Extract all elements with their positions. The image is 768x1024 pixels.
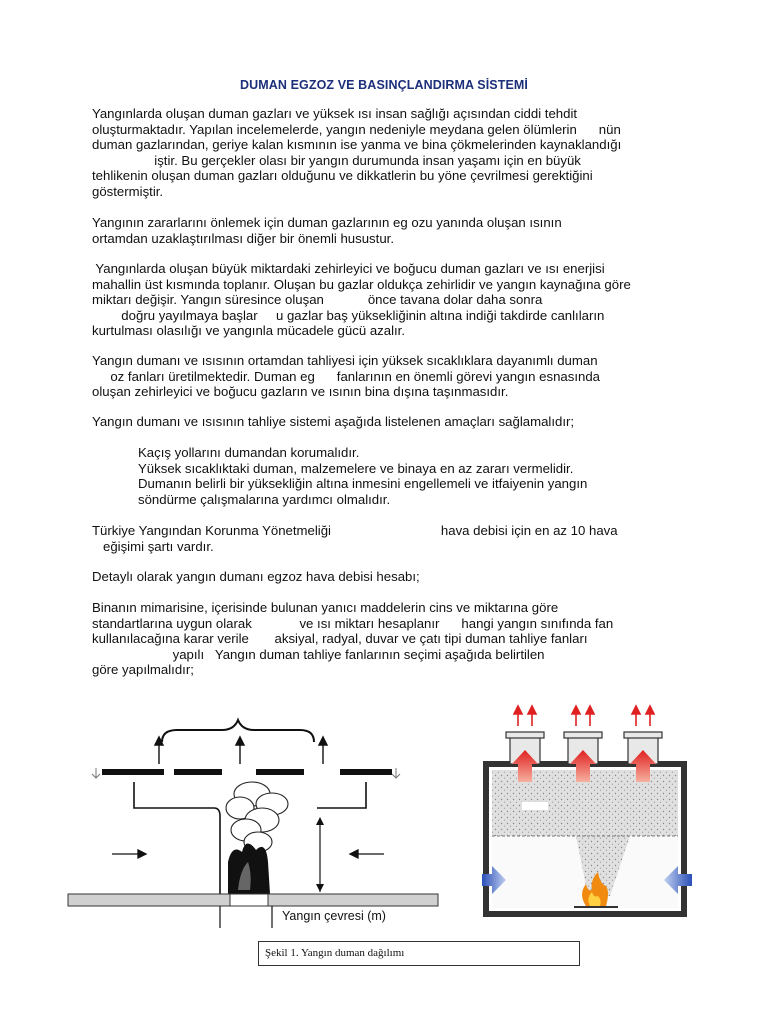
brace-shape — [162, 720, 314, 742]
ceiling-marker — [392, 768, 400, 778]
objectives-list — [138, 445, 676, 507]
paragraph-line: Yangın dumanı ve ısısının ortamdan tahliyesi için yüksek sıcaklıklara dayanımlı duman — [92, 353, 598, 368]
paragraph-line: kurtulması olasılığı ve yangınla mücadele gücü azalır. — [92, 323, 406, 339]
smoke-exhaust-diagram — [482, 696, 692, 918]
list-item: Kaçış yollarını dumandan korumalıdır. — [138, 445, 360, 460]
paragraph-line: duman gazlarından, geriye kalan kısmının ise yanma ve bina çökmelerinden kaynaklandığı — [92, 137, 622, 153]
paragraph-4 — [92, 353, 676, 400]
up-arrows — [155, 737, 327, 764]
paragraph-line: Yangınlarda oluşan büyük miktardaki zehirleyici ve boğucu duman gazları ve ısı enerjisi — [92, 261, 605, 276]
paragraph-line: oluşan zehirleyici ve boğucu gazların ve ısının bina dışına taşınmasıdır. — [92, 384, 509, 400]
paragraph-line: Detaylı olarak yangın dumanı egzoz hava debisi hesabı; — [92, 569, 420, 584]
paragraph-2 — [92, 215, 676, 246]
paragraph-line: oz fanları üretilmektedir. Duman eg fanlarının en önemli görevi yangın esnasında — [92, 368, 600, 384]
paragraph-5 — [92, 414, 676, 430]
paragraph-7 — [92, 569, 676, 585]
paragraph-6 — [92, 523, 676, 554]
paragraph-8 — [92, 600, 676, 678]
fire-perimeter-label: Yangın çevresi (m) — [282, 909, 386, 923]
ceiling-segment — [256, 769, 304, 775]
ceiling-segment — [174, 769, 222, 775]
document-title: DUMAN EGZOZ VE BASINÇLANDIRMA SİSTEMİ — [240, 78, 528, 92]
paragraph-line: mahallin üst kısmında toplanır. Oluşan bu gazlar oldukça zehirlidir ve yangın kaynağına göre — [92, 276, 631, 292]
paragraph-1 — [92, 106, 676, 200]
ceiling-segment — [102, 769, 164, 775]
list-item: Dumanın belirli bir yüksekliğin altına inmesini engellemeli ve itfaiyenin yangın — [138, 476, 588, 492]
smoke-layer-outline — [317, 782, 366, 808]
paragraph-line: standartlarına uygun olarak ve ısı miktarı hesaplanır hangi yangın sınıfında fan — [92, 615, 614, 631]
paragraph-line: doğru yayılmaya başlar u gazlar baş yüksekliğinin altına indiği takdirde canlıların — [92, 307, 605, 323]
paragraph-line: Yangın dumanı ve ısısının tahliye sistemi aşağıda listelenen amaçları sağlamalıdır; — [92, 414, 575, 429]
paragraph-line: Türkiye Yangından Korunma Yönetmeliği hava debisi için en az 10 hava — [92, 523, 618, 538]
list-item: Yüksek sıcaklıktaki duman, malzemelere ve binaya en az zararı vermelidir. — [138, 460, 574, 476]
paragraph-line: eğişimi şartı vardır. — [92, 538, 214, 554]
paragraph-line: göstermiştir. — [92, 183, 164, 199]
paragraph-line: iştir. Bu gerçekler olası bir yangın durumunda insan yaşamı için en büyük — [92, 152, 581, 168]
smoke-layer-outline — [134, 782, 220, 902]
smoke-cloud — [226, 782, 288, 852]
paragraph-line: kullanılacağına karar verile aksiyal, radyal, duvar ve çatı tipi duman tahliye fanları — [92, 631, 588, 647]
smoke-label-box — [522, 802, 548, 810]
paragraph-line: Yangının zararlarını önlemek için duman gazlarının eg ozu yanında oluşan ısının — [92, 215, 562, 230]
exhaust-up-arrows — [514, 706, 654, 726]
paragraph-line: göre yapılmalıdır; — [92, 662, 194, 678]
fire-base — [230, 894, 268, 906]
figure-caption: Şekil 1. Yangın duman dağılımı — [258, 941, 580, 966]
paragraph-line: yapılı Yangın duman tahliye fanlarının seçimi aşağıda belirtilen — [92, 646, 545, 662]
paragraph-line: oluşturmaktadır. Yapılan incelemelerde, yangın nedeniyle meydana gelen ölümlerin nün — [92, 121, 621, 137]
paragraph-line: tehlikenin oluşan duman gazları olduğunu ve dikkatlerin bu yöne çevrilmesi gerektiğini — [92, 168, 593, 184]
paragraph-line: Yangınlarda oluşan duman gazları ve yüksek ısı insan sağlığı açısından ciddi tehdit — [92, 106, 578, 121]
paragraph-3 — [92, 261, 676, 339]
smoke-plume-diagram — [62, 712, 442, 932]
fire-floor-line — [574, 906, 618, 908]
ceiling-segment — [340, 769, 392, 775]
ceiling-marker — [92, 768, 100, 778]
paragraph-line: Binanın mimarisine, içerisinde bulunan yanıcı maddelerin cins ve miktarına göre — [92, 600, 559, 615]
paragraph-line: miktarı değişir. Yangın süresince oluşan önce tavana dolar daha sonra — [92, 292, 543, 308]
list-item: söndürme çalışmalarına yardımcı olmalıdır. — [138, 491, 391, 507]
paragraph-line: ortamdan uzaklaştırılması diğer bir önemli husustur. — [92, 230, 394, 246]
